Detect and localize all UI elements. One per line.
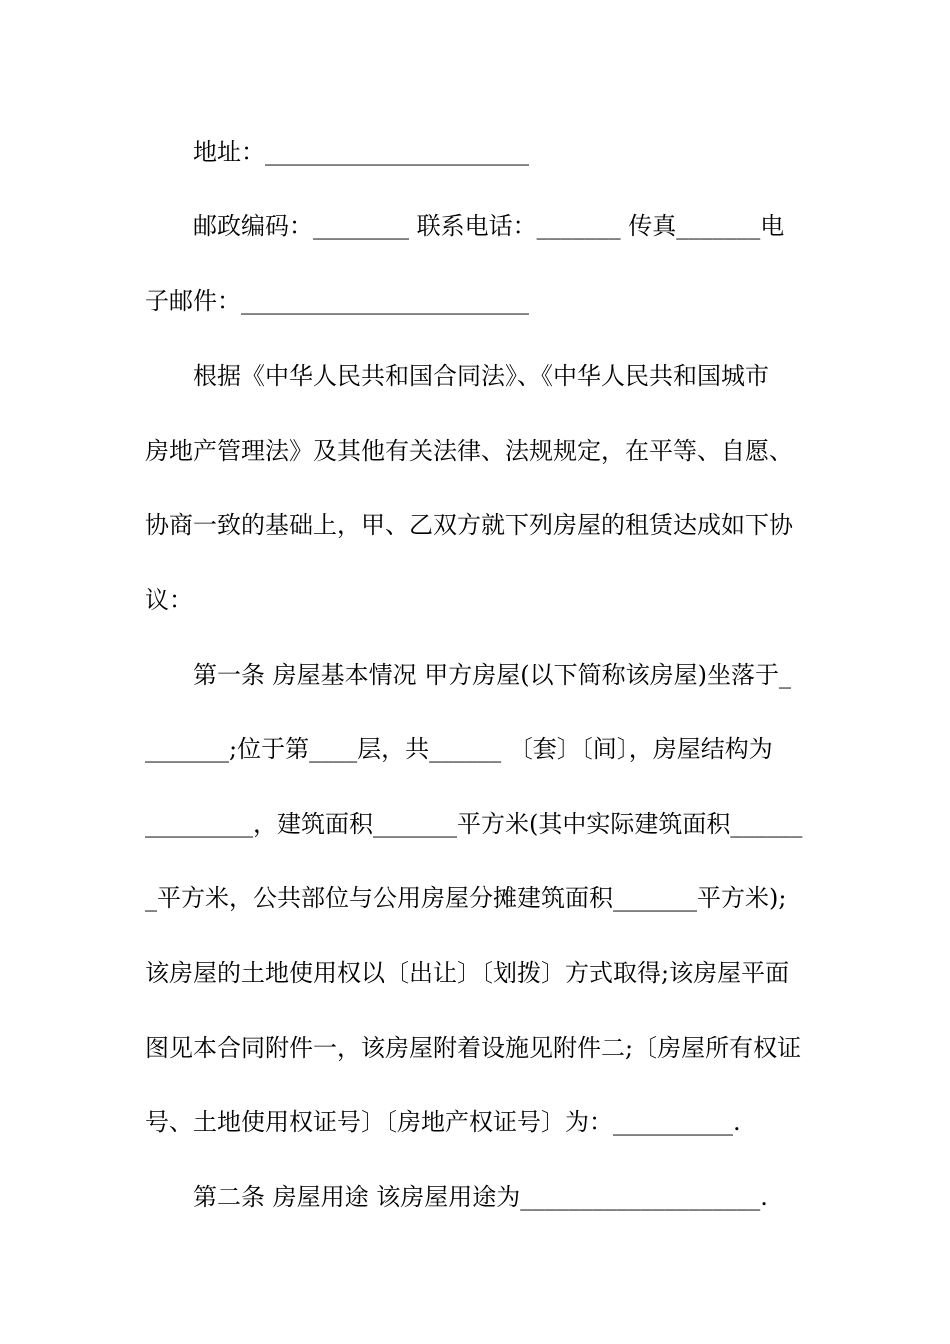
preamble-line-4: 议： [145,586,193,614]
preamble-line-2: 房地产管理法》及其他有关法律、法规规定，在平等、自愿、 [145,437,793,465]
preamble-line-3: 协商一致的基础上，甲、乙双方就下列房屋的租赁达成如下协 [145,511,793,539]
article-1-line-1: 第一条 房屋基本情况 甲方房屋(以下简称该房屋)坐落于_ [193,661,791,689]
article-1-line-5: 该房屋的土地使用权以〔出让〕〔划拨〕方式取得;该房屋平面 [145,959,790,987]
preamble-line-1: 根据《中华人民共和国合同法》、《中华人民共和国城市 [193,362,769,390]
article-2-line-1: 第二条 房屋用途 该房屋用途为____________________. [193,1183,768,1211]
address-line: 地址：______________________ [193,138,529,166]
article-1-line-7: 号、土地使用权证号〕〔房地产权证号〕为：__________. [145,1108,741,1136]
article-1-line-6: 图见本合同附件一，该房屋附着设施见附件二;〔房屋所有权证 [145,1034,802,1062]
postal-phone-fax-line: 邮政编码：________ 联系电话：_______ 传真_______电 [193,212,785,240]
article-1-line-2: _______;位于第____层，共______ 〔套〕〔间〕，房屋结构为 [145,735,773,763]
article-1-line-3: _________，建筑面积_______平方米(其中实际建筑面积______ [145,810,803,838]
article-1-line-4: _平方米，公共部位与公用房屋分摊建筑面积_______平方米); [145,884,787,912]
email-line: 子邮件：________________________ [145,287,529,315]
